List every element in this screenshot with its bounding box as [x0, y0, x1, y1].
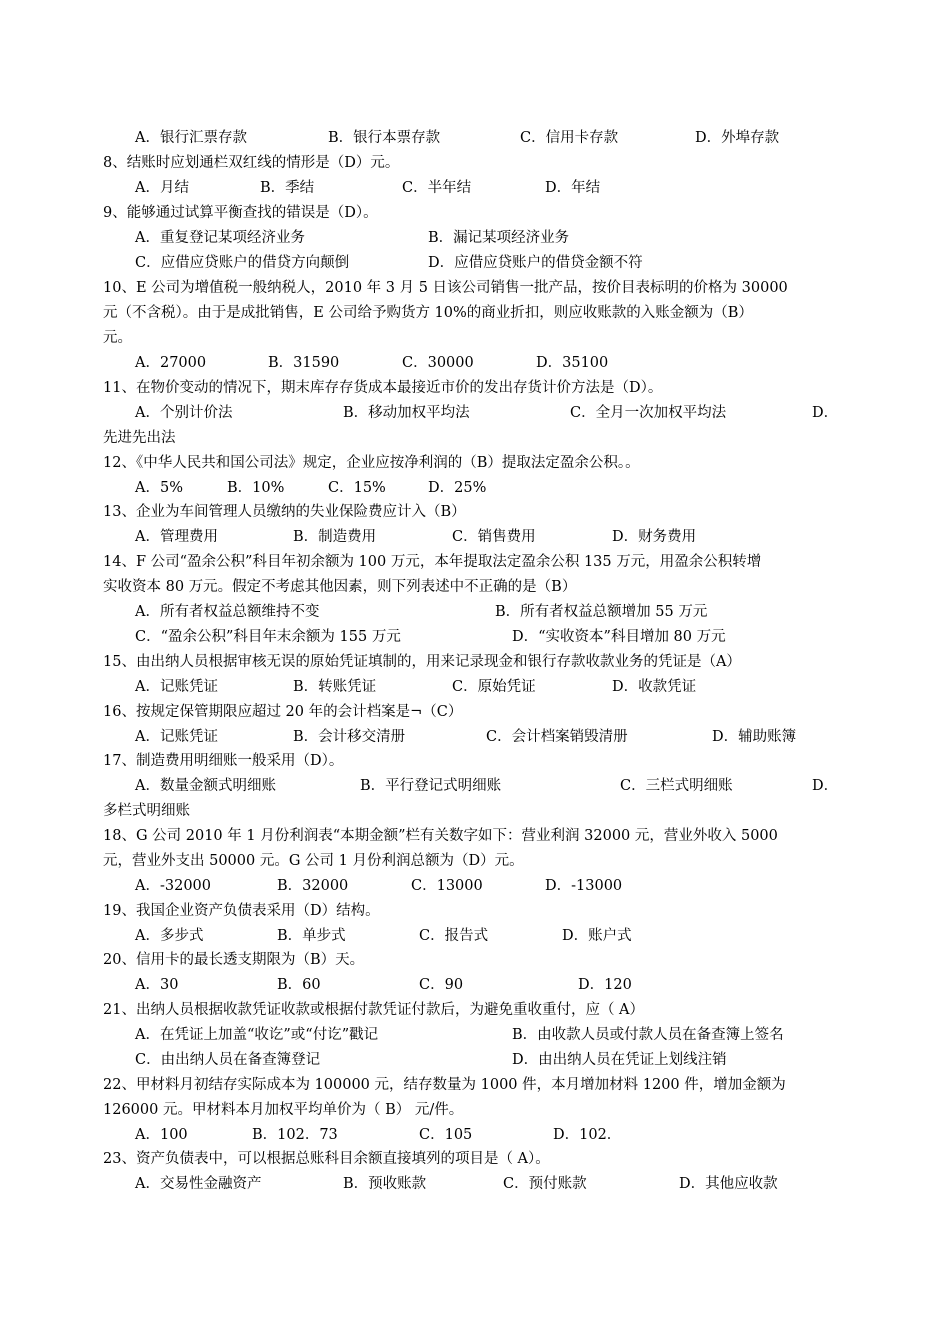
option-row — [0, 1023, 950, 1047]
question-stem-text: 18、G 公司 2010 年 1 月份利润表“本期金额”栏有关数字如下：营业利润 32000 元，营业外收入 5000 — [103, 828, 778, 844]
option-a: A．交易性金融资产 — [135, 1176, 262, 1192]
option-row — [0, 973, 950, 997]
option-row — [0, 525, 950, 549]
option-b: B．会计移交清册 — [293, 729, 406, 745]
question-stem-text: 13、企业为车间管理人员缴纳的失业保险费应计入（B） — [103, 504, 466, 520]
option-b: B．转账凭证 — [293, 679, 377, 695]
option-c: C．三栏式明细账 — [620, 778, 733, 794]
question-stem-text: 17、制造费用明细账一般采用（D）。 — [103, 753, 344, 769]
option-a: A．记账凭证 — [135, 679, 218, 695]
option-d: D．102． — [553, 1127, 622, 1143]
option-a: A．重复登记某项经济业务 — [135, 230, 305, 246]
question-stem — [0, 948, 950, 972]
question-stem-text: 21、出纳人员根据收款凭证收款或根据付款凭证付款后，为避免重收重付，应（ A） — [103, 1002, 645, 1018]
question-stem-text: 14、F 公司“盈余公积”科目年初余额为 100 万元，本年提取法定盈余公积 135 万元，用盈余公积转增 — [103, 554, 762, 570]
question-stem — [0, 201, 950, 225]
option-d: D．账户式 — [562, 928, 632, 944]
option-continuation — [0, 799, 950, 823]
option-b: B．制造费用 — [293, 529, 377, 545]
question-stem-text: 20、信用卡的最长透支期限为（B）天。 — [103, 952, 365, 968]
option-c: C．报告式 — [419, 928, 489, 944]
option-a: A．管理费用 — [135, 529, 218, 545]
option-b: B．10% — [227, 480, 285, 496]
option-b: B．102．73 — [252, 1127, 338, 1143]
option-row — [0, 401, 950, 425]
option-b: B．银行本票存款 — [328, 130, 441, 146]
option-b: B．移动加权平均法 — [343, 405, 470, 421]
question-stem — [0, 151, 950, 175]
question-stem-text: 8、结账时应划通栏双红线的情形是（D）元。 — [103, 155, 400, 171]
option-b: B．所有者权益总额增加 55 万元 — [495, 604, 708, 620]
option-continuation — [0, 426, 950, 450]
question-stem — [0, 700, 950, 724]
option-d: D． — [812, 778, 839, 794]
option-a: A．银行汇票存款 — [135, 130, 247, 146]
question-stem — [0, 824, 950, 848]
option-d: D．由出纳人员在凭证上划线注销 — [512, 1052, 727, 1068]
option-row — [0, 1048, 950, 1072]
option-row — [0, 351, 950, 375]
option-row — [0, 126, 950, 150]
option-b: B．平行登记式明细账 — [360, 778, 502, 794]
option-d: D．年结 — [545, 180, 601, 196]
question-stem — [0, 451, 950, 475]
question-stem — [0, 575, 950, 599]
option-a: A．-32000 — [135, 878, 211, 894]
question-stem — [0, 276, 950, 300]
option-c: C．15% — [328, 480, 386, 496]
option-d: D．财务费用 — [612, 529, 697, 545]
option-c: C．由出纳人员在备查簿登记 — [135, 1052, 321, 1068]
option-d: D． — [812, 405, 839, 421]
option-a: A．数量金额式明细账 — [135, 778, 276, 794]
option-c: C．90 — [419, 977, 464, 993]
option-a: A．个别计价法 — [135, 405, 233, 421]
option-d: D．外埠存款 — [695, 130, 780, 146]
option-row — [0, 251, 950, 275]
option-c: C．原始凭证 — [452, 679, 536, 695]
option-a: A．5% — [135, 480, 183, 496]
question-stem-text: 实收资本 80 万元。假定不考虑其他因素，则下列表述中不正确的是（B） — [103, 579, 577, 595]
option-row — [0, 600, 950, 624]
option-row — [0, 1172, 950, 1196]
option-b: B．32000 — [277, 878, 349, 894]
option-c: C．信用卡存款 — [520, 130, 619, 146]
option-row — [0, 874, 950, 898]
question-stem — [0, 749, 950, 773]
question-stem — [0, 1147, 950, 1171]
question-stem — [0, 1098, 950, 1122]
option-a: A．在凭证上加盖“收讫”或“付讫”戳记 — [135, 1027, 379, 1043]
option-row — [0, 476, 950, 500]
option-row — [0, 226, 950, 250]
option-c: C．应借应贷账户的借贷方向颠倒 — [135, 255, 350, 271]
option-d: D．“实收资本”科目增加 80 万元 — [512, 629, 726, 645]
option-a: A．27000 — [135, 355, 207, 371]
question-stem-text: 元，营业外支出 50000 元。G 公司 1 月份利润总额为（D）元。 — [103, 853, 524, 869]
question-stem — [0, 326, 950, 350]
option-a: A．100 — [135, 1127, 188, 1143]
question-stem-text: 11、在物价变动的情况下，期末库存存货成本最接近市价的发出存货计价方法是（D）。 — [103, 380, 663, 396]
option-d: D．应借应贷账户的借贷金额不符 — [428, 255, 643, 271]
question-stem-text: 23、资产负债表中，可以根据总账科目余额直接填列的项目是（ A）。 — [103, 1151, 550, 1167]
question-stem-text: 16、按规定保管期限应超过 20 年的会计档案是¬（C） — [103, 704, 463, 720]
option-b: B．31590 — [268, 355, 340, 371]
option-c: C．会计档案销毁清册 — [486, 729, 628, 745]
option-b: B．60 — [277, 977, 321, 993]
question-stem — [0, 650, 950, 674]
option-row — [0, 924, 950, 948]
question-stem — [0, 998, 950, 1022]
option-d-text: 多栏式明细账 — [103, 803, 190, 819]
option-b: B．预收账款 — [343, 1176, 427, 1192]
option-row — [0, 176, 950, 200]
option-c: C．105 — [419, 1127, 473, 1143]
option-d: D．辅助账簿 — [712, 729, 797, 745]
question-stem-text: 19、我国企业资产负债表采用（D）结构。 — [103, 903, 380, 919]
question-stem-text: 12、《中华人民共和国公司法》规定，企业应按净利润的（B）提取法定盈余公积。。 — [103, 455, 640, 471]
question-stem-text: 元。 — [103, 330, 132, 346]
option-a: A．多步式 — [135, 928, 204, 944]
option-c: C．“盈余公积”科目年末余额为 155 万元 — [135, 629, 401, 645]
option-b: B．由收款人员或付款人员在备查簿上签名 — [512, 1027, 784, 1043]
question-stem — [0, 899, 950, 923]
option-c: C．30000 — [402, 355, 474, 371]
option-a: A．所有者权益总额维持不变 — [135, 604, 320, 620]
option-b: B．季结 — [260, 180, 315, 196]
option-c: C．销售费用 — [452, 529, 536, 545]
option-a: A．月结 — [135, 180, 189, 196]
option-d: D．其他应收款 — [679, 1176, 778, 1192]
question-stem — [0, 376, 950, 400]
option-c: C．全月一次加权平均法 — [570, 405, 727, 421]
option-d: D．-13000 — [545, 878, 623, 894]
option-d: D．25% — [428, 480, 487, 496]
question-stem-text: 15、由出纳人员根据审核无误的原始凭证填制的，用来记录现金和银行存款收款业务的凭证是（A） — [103, 654, 741, 670]
option-c: C．13000 — [411, 878, 483, 894]
question-stem-text: 10、E 公司为增值税一般纳税人，2010 年 3 月 5 日该公司销售一批产品，按价目表标明的价格为 30000 — [103, 280, 788, 296]
option-c: C．半年结 — [402, 180, 472, 196]
option-d: D．收款凭证 — [612, 679, 697, 695]
question-stem-text: 22、甲材料月初结存实际成本为 100000 元，结存数量为 1000 件，本月增加材料 1200 件，增加金额为 — [103, 1077, 786, 1093]
question-stem — [0, 500, 950, 524]
question-stem — [0, 301, 950, 325]
option-row — [0, 1123, 950, 1147]
question-stem-text: 126000 元。甲材料本月加权平均单价为（ B） 元/件。 — [103, 1102, 464, 1118]
option-d-text: 先进先出法 — [103, 430, 176, 446]
option-a: A．记账凭证 — [135, 729, 218, 745]
option-b: B．单步式 — [277, 928, 346, 944]
option-a: A．30 — [135, 977, 179, 993]
option-row — [0, 625, 950, 649]
question-stem — [0, 1073, 950, 1097]
option-c: C．预付账款 — [503, 1176, 587, 1192]
option-d: D．35100 — [536, 355, 609, 371]
option-b: B．漏记某项经济业务 — [428, 230, 570, 246]
option-row — [0, 675, 950, 699]
question-stem-text: 9、能够通过试算平衡查找的错误是（D）。 — [103, 205, 378, 221]
question-stem — [0, 550, 950, 574]
option-row — [0, 725, 950, 749]
option-d: D．120 — [578, 977, 632, 993]
question-stem-text: 元（不含税）。由于是成批销售，E 公司给予购货方 10%的商业折扣，则应收账款的入账金额为（B） — [103, 305, 753, 321]
question-stem — [0, 849, 950, 873]
option-row — [0, 774, 950, 798]
